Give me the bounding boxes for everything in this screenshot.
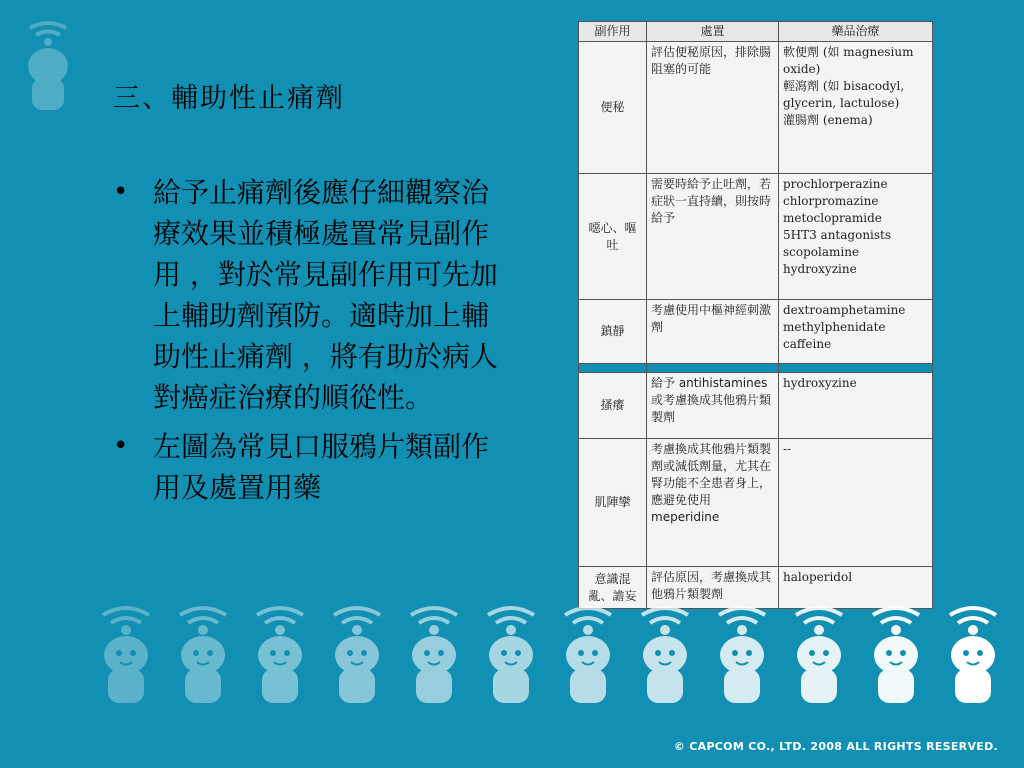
- cell-drugs: 軟便劑 (如 magnesium oxide) 輕瀉劑 (如 bisacodyl, glycerin, lactulose) 灌腸劑 (enema): [779, 42, 933, 174]
- table-row: [579, 42, 933, 174]
- cell-side-effect: 鎮靜: [579, 300, 647, 364]
- cell-management: 考慮換成其他鴉片類製劑或減低劑量，尤其在腎功能不全患者身上，應避免使用 meperidine: [647, 439, 779, 567]
- robot-icon-5: [403, 603, 465, 708]
- table-gap: [579, 364, 933, 373]
- robot-icon-8: [634, 603, 696, 708]
- bullet-text: 左圖為常見口服鴉片類副作用及處置用藥: [153, 430, 490, 504]
- side-effects-table: [578, 21, 933, 609]
- robot-icon-9: [711, 603, 773, 708]
- robot-icon-7: [557, 603, 619, 708]
- cell-drugs: dextroamphetamine methylphenidate caffeine: [779, 300, 933, 364]
- slide-title: 三、輔助性止痛劑: [113, 83, 345, 114]
- table-header-row: [579, 22, 933, 42]
- robot-icon-6: [480, 603, 542, 708]
- header-side-effect: 副作用: [579, 22, 647, 42]
- cell-drugs: --: [779, 439, 933, 567]
- cell-management: 需要時給予止吐劑，若症狀一直持續，則按時給予: [647, 174, 779, 300]
- robot-icon-2: [172, 603, 234, 708]
- cell-side-effect: 便秘: [579, 42, 647, 174]
- robot-icon-3: [249, 603, 311, 708]
- robot-icon-12: [942, 603, 1004, 708]
- bullet-list: [113, 172, 513, 516]
- table-row: [579, 439, 933, 567]
- side-effects-table-image: [578, 21, 932, 609]
- table-row: [579, 174, 933, 300]
- robot-icon-4: [326, 603, 388, 708]
- bullet-item: [113, 172, 513, 418]
- cell-management: 評估原因，考慮換成其他鴉片類製劑: [647, 567, 779, 609]
- cell-management: 給予 antihistamines 或考慮換成其他鴉片類製劑: [647, 373, 779, 439]
- cell-drugs: hydroxyzine: [779, 373, 933, 439]
- cell-management: 考慮使用中樞神經刺激劑: [647, 300, 779, 364]
- cell-drugs: haloperidol: [779, 567, 933, 609]
- copyright-text: © CAPCOM CO., LTD. 2008 ALL RIGHTS RESERVED.: [673, 740, 998, 753]
- bullet-marker: •: [113, 431, 129, 461]
- cell-side-effect: 肌陣攣: [579, 439, 647, 567]
- bullet-marker: •: [113, 177, 129, 207]
- cell-side-effect: 噁心、嘔吐: [579, 174, 647, 300]
- cell-side-effect: 意識混亂、譫妄: [579, 567, 647, 609]
- robot-icon-1: [95, 603, 157, 708]
- bullet-item: [113, 426, 513, 508]
- cell-drugs: prochlorperazine chlorpromazine metoclopramide 5HT3 antagonists scopolamine hydroxyzine: [779, 174, 933, 300]
- cell-management: 評估便秘原因，排除腸阻塞的可能: [647, 42, 779, 174]
- bullet-text: 給予止痛劑後應仔細觀察治療效果並積極處置常見副作用 ，對於常見副作用可先加上輔助劑預防。適時加上輔助性止痛劑 ，將有助於病人對癌症治療的順從性。: [153, 176, 498, 414]
- ghost-robot-icon: [18, 18, 78, 118]
- cell-side-effect: 搔癢: [579, 373, 647, 439]
- header-management: 處置: [647, 22, 779, 42]
- robot-icon-11: [865, 603, 927, 708]
- header-drug-treatment: 藥品治療: [779, 22, 933, 42]
- robot-icon-10: [788, 603, 850, 708]
- robot-decoration-row: [95, 603, 1015, 713]
- table-row: [579, 300, 933, 364]
- table-row: [579, 373, 933, 439]
